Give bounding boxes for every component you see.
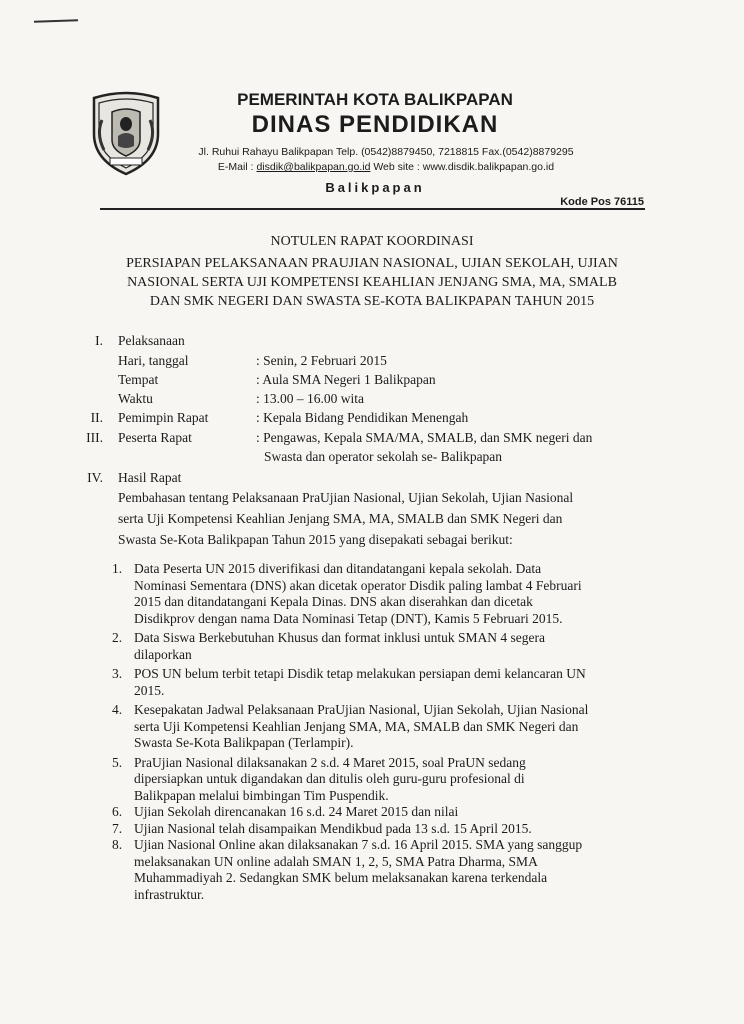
list-item-number: 8.: [112, 837, 123, 852]
list-item-line: Ujian Nasional Online akan dilaksanakan 7 s.d. 16 April 2015. SMA yang sanggup: [134, 837, 583, 852]
list-item-number: 5.: [112, 754, 123, 770]
list-item: [112, 666, 642, 699]
list-item-number: 4.: [112, 702, 123, 717]
section-value-peserta: : Pengawas, Kepala SMA/MA, SMALB, dan SMK negeri dan: [256, 430, 593, 445]
field-value-waktu: : 13.00 – 16.00 wita: [256, 391, 364, 406]
list-item: [112, 821, 642, 838]
list-item-line: infrastruktur.: [134, 886, 205, 902]
results-intro-line: serta Uji Kompetensi Keahlian Jenjang SMA, MA, SMALB dan SMK Negeri dan: [118, 511, 563, 526]
document-title: NOTULEN RAPAT KOORDINASI: [270, 234, 474, 249]
section-value-pemimpin: : Kepala Bidang Pendidikan Menengah: [256, 410, 469, 425]
email-link[interactable]: disdik@balikpapan.go.id: [256, 161, 371, 173]
results-intro: [118, 487, 632, 550]
list-item-line: Kesepakatan Jadwal Pelaksanaan PraUjian Nasional, Ujian Sekolah, Ujian Nasional: [134, 702, 589, 717]
list-item-line: Disdikprov dengan nama Data Nominasi Tetap (DNT), Kamis 5 Februari 2015.: [134, 610, 563, 626]
list-item-number: 7.: [112, 820, 123, 836]
results-intro-line: Pembahasan tentang Pelaksanaan PraUjian Nasional, Ujian Sekolah, Ujian Nasional: [118, 490, 574, 505]
section-number-3: III.: [86, 430, 103, 445]
field-value-tempat: : Aula SMA Negeri 1 Balikpapan: [256, 372, 436, 387]
list-item-line: POS UN belum terbit tetapi Disdik tetap melakukan persiapan demi kelancaran UN: [134, 666, 586, 681]
list-item-number: 1.: [112, 561, 123, 576]
list-item: [112, 561, 642, 627]
list-item-line: Data Siswa Berkebutuhan Khusus dan format inklusi untuk SMAN 4 segera: [134, 630, 545, 645]
list-item-line: Balikpapan melalui bimbingan Tim Puspendik.: [134, 787, 389, 803]
office-address: Jl. Ruhui Rahayu Balikpapan Telp. (0542)8879450, 7218815 Fax.(0542)8879295: [198, 146, 574, 158]
letterhead-divider: [100, 208, 645, 210]
field-label-waktu: Waktu: [118, 391, 153, 406]
section-label-pemimpin: Pemimpin Rapat: [118, 410, 209, 425]
list-item-line: Ujian Sekolah direncanakan 16 s.d. 24 Maret 2015 dan nilai: [134, 804, 459, 819]
document-subtitle-line3: DAN SMK NEGERI DAN SWASTA SE-KOTA BALIKPAPAN TAHUN 2015: [149, 294, 595, 309]
list-item-line: 2015 dan ditandatangani Kepala Dinas. DNS akan diserahkan dan dicetak: [134, 594, 533, 609]
list-item-number: 3.: [112, 666, 123, 681]
section-number-2: II.: [90, 410, 103, 425]
list-item: [112, 630, 642, 663]
list-item-number: 6.: [112, 804, 123, 819]
section-number-4: IV.: [87, 470, 103, 485]
postal-code: Kode Pos 76115: [560, 196, 644, 208]
list-item-line: Swasta Se-Kota Balikpapan (Terlampir).: [134, 735, 354, 750]
list-item-line: dilaporkan: [134, 646, 192, 662]
list-item-line: Nominasi Sementara (DNS) akan dicetak operator Disdik paling lambat 4 Februari: [134, 577, 582, 593]
document-subtitle-line1: PERSIAPAN PELAKSANAAN PRAUJIAN NASIONAL, UJIAN SEKOLAH, UJIAN: [126, 256, 618, 271]
list-item-line: PraUjian Nasional dilaksanakan 2 s.d. 4 Maret 2015, soal PraUN sedang: [134, 754, 526, 770]
list-item: [112, 837, 642, 903]
office-name: DINAS PENDIDIKAN: [251, 111, 499, 138]
list-item-line: 2015.: [134, 682, 165, 698]
list-item-line: Data Peserta UN 2015 diverifikasi dan ditandatangani kepala sekolah. Data: [134, 561, 542, 576]
list-item-line: serta Uji Kompetensi Keahlian Jenjang SMA, MA, SMALB dan SMK Negeri dan: [134, 718, 579, 734]
office-city: Balikpapan: [325, 180, 425, 195]
list-item-line: dipersiapkan untuk digandakan dan ditulis oleh guru-guru profesional di: [134, 771, 525, 786]
document-subtitle-line2: NASIONAL SERTA UJI KOMPETENSI KEAHLIAN JENJANG SMA, MA, SMALB: [127, 275, 617, 290]
section-label-pelaksanaan: Pelaksanaan: [118, 333, 185, 348]
list-item-line: Ujian Nasional telah disampaikan Mendikbud pada 13 s.d. 15 April 2015.: [134, 820, 532, 836]
section-label-peserta: Peserta Rapat: [118, 430, 192, 445]
list-item: [112, 804, 642, 821]
scan-mark: [34, 19, 78, 23]
government-name: PEMERINTAH KOTA BALIKPAPAN: [237, 90, 513, 109]
section-value-peserta-cont: Swasta dan operator sekolah se- Balikpapan: [264, 449, 503, 464]
list-item-line: Muhammadiyah 2. Sedangkan SMK belum melaksanakan karena terkendala: [134, 870, 548, 885]
email-prefix: E-Mail :: [217, 161, 257, 173]
list-item: [112, 702, 642, 752]
website-text: Web site : www.disdik.balikpapan.go.id: [370, 161, 555, 173]
field-label-tempat: Tempat: [118, 372, 159, 387]
city-emblem-logo: [88, 90, 164, 176]
list-item: [112, 755, 642, 805]
list-item-line: melaksanakan UN online adalah SMAN 1, 2, 5, SMA Patra Dharma, SMA: [134, 853, 538, 869]
field-value-hari: : Senin, 2 Februari 2015: [256, 353, 387, 368]
section-number-1: I.: [95, 333, 103, 348]
results-list: [112, 561, 642, 903]
list-item-number: 2.: [112, 630, 123, 645]
field-label-hari: Hari, tanggal: [118, 353, 189, 368]
section-label-hasil: Hasil Rapat: [118, 470, 182, 485]
results-intro-line: Swasta Se-Kota Balikpapan Tahun 2015 yang disepakati sebagai berikut:: [118, 532, 513, 547]
office-contact: [176, 161, 596, 173]
